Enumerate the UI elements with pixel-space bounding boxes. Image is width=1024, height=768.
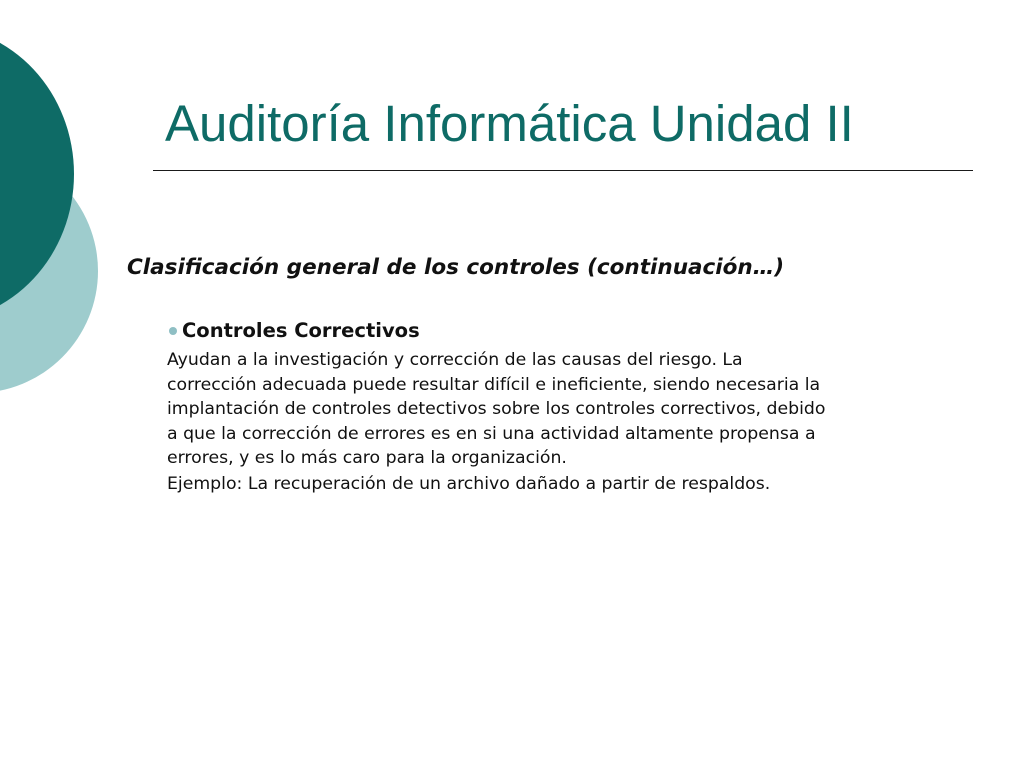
paragraph-line: corrección adecuada puede resultar difícil e ineficiente, siendo necesaria la bbox=[167, 374, 821, 395]
title-divider bbox=[153, 170, 973, 171]
example-paragraph: Ejemplo: La recuperación de un archivo dañado a partir de respaldos. bbox=[167, 474, 771, 494]
bullet-item bbox=[169, 317, 420, 345]
paragraph-line: Ayudan a la investigación y corrección de las causas del riesgo. La bbox=[167, 350, 743, 370]
paragraph-line: a que la corrección de errores es en si una actividad altamente propensa a bbox=[167, 423, 816, 444]
bullet-dot-icon bbox=[169, 327, 177, 335]
paragraph-line: implantación de controles detectivos sobre los controles correctivos, debido bbox=[167, 399, 826, 419]
bullet-label: Controles Correctivos bbox=[182, 319, 420, 342]
slide-title: Auditoría Informática Unidad II bbox=[165, 95, 854, 152]
paragraph-line: errores, y es lo más caro para la organización. bbox=[167, 448, 567, 468]
section-subtitle: Clasificación general de los controles (continuación…) bbox=[127, 255, 785, 280]
description-paragraph bbox=[167, 348, 947, 471]
